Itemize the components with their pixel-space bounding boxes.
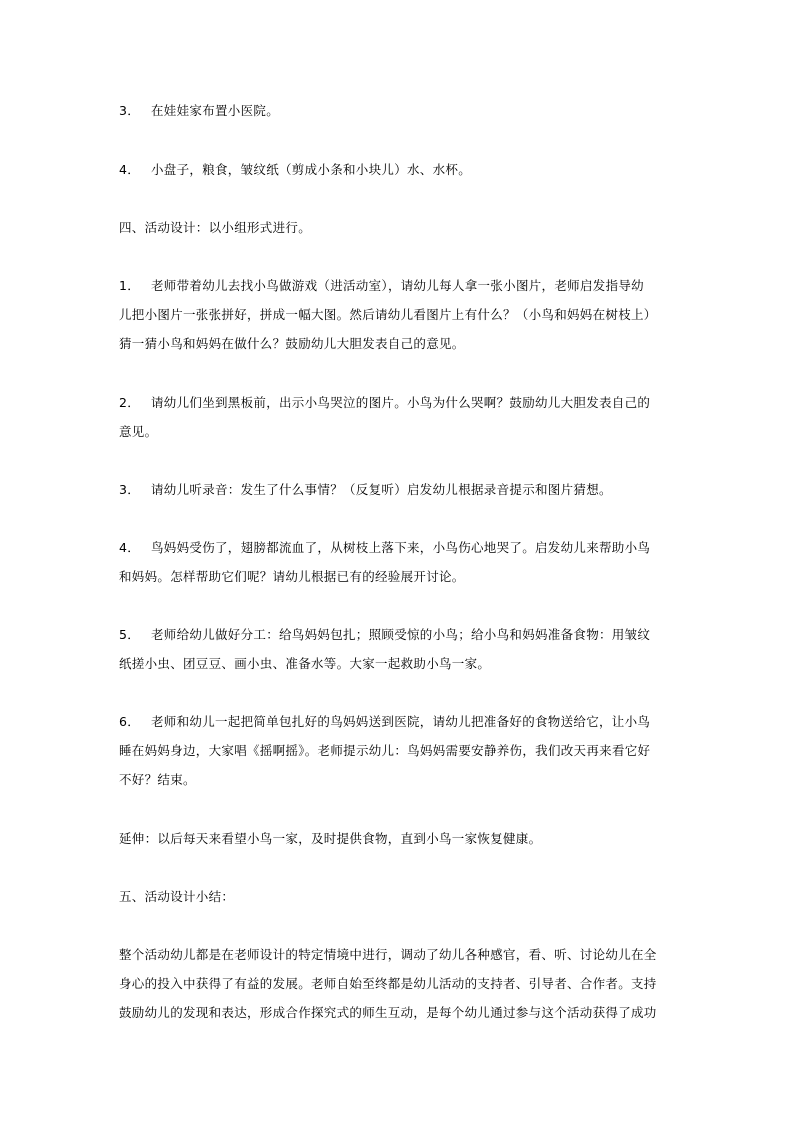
paragraph-text: 延伸：以后每天来看望小鸟一家，及时提供食物，直到小鸟一家恢复健康。 (119, 831, 542, 846)
line-text: 请幼儿们坐到黑板前，出示小鸟哭泣的图片。小鸟为什么哭啊？鼓励幼儿大胆发表自己的 (151, 395, 651, 410)
paragraph-line: 鼓励幼儿的发现和表达，形成合作探究式的师生互动，是每个幼儿通过参与这个活动获得了成功 (119, 1005, 657, 1020)
step-1-paragraph (119, 271, 681, 358)
item-text: 小盘子，粮食，皱纹纸（剪成小条和小块儿）水、水杯。 (151, 162, 472, 177)
paragraph-line: 儿把小图片一张张拼好，拼成一幅大图。然后请幼儿看图片上有什么？（小鸟和妈妈在树枝上） (119, 307, 657, 322)
paragraph-line: 整个活动幼儿都是在老师设计的特定情境中进行，调动了幼儿各种感官，看、听、讨论幼儿在全 (119, 947, 657, 962)
item-number: 6． (119, 714, 141, 729)
item-text: 请幼儿听录音：发生了什么事情？（反复听）启发幼儿根据录音提示和图片猜想。 (151, 482, 612, 497)
heading-text: 五、活动设计小结： (119, 889, 235, 904)
item-number: 5． (119, 627, 141, 642)
item-number: 4． (119, 162, 141, 177)
paragraph-line (119, 271, 681, 300)
step-2-paragraph (119, 388, 681, 446)
line-text: 鸟妈妈受伤了，翅膀都流血了，从树枝上落下来，小鸟伤心地哭了。启发幼儿来帮助小鸟 (151, 540, 651, 555)
step-6-paragraph (119, 707, 681, 794)
paragraph-line (119, 707, 681, 736)
paragraph-line: 睡在妈妈身边，大家唱《摇啊摇》。老师提示幼儿：鸟妈妈需要安静养伤，我们改天再来看它好 (119, 743, 651, 758)
heading-text: 四、活动设计：以小组形式进行。 (119, 220, 312, 235)
line-text: 老师带着幼儿去找小鸟做游戏（进活动室），请幼儿每人拿一张小图片，老师启发指导幼 (151, 278, 644, 293)
paragraph-line (119, 620, 681, 649)
extension-paragraph (119, 824, 681, 853)
step-5-paragraph (119, 620, 681, 678)
paragraph-line (119, 533, 681, 562)
paragraph-line: 身心的投入中获得了有益的发展。老师自始至终都是幼儿活动的支持者、引导者、合作者。支持 (119, 976, 657, 991)
section-heading-summary (119, 882, 681, 911)
section-heading-activity-design (119, 213, 681, 242)
paragraph-line (119, 388, 681, 417)
item-text: 在娃娃家布置小医院。 (151, 103, 280, 118)
item-number: 2． (119, 395, 141, 410)
item-number: 1． (119, 278, 141, 293)
paragraph-line: 猜一猜小鸟和妈妈在做什么？鼓励幼儿大胆发表自己的意见。 (119, 336, 465, 351)
line-text: 老师和幼儿一起把简单包扎好的鸟妈妈送到医院，请幼儿把准备好的食物送给它，让小鸟 (151, 714, 651, 729)
step-4-paragraph (119, 533, 681, 591)
item-number: 3． (119, 103, 141, 118)
item-number: 3． (119, 482, 141, 497)
paragraph-line: 意见。 (119, 424, 158, 439)
item-3-materials (119, 96, 681, 125)
paragraph-line: 纸搓小虫、团豆豆、画小虫、准备水等。大家一起救助小鸟一家。 (119, 656, 491, 671)
summary-paragraph (119, 940, 681, 1027)
item-number: 4． (119, 540, 141, 555)
paragraph-line: 不好？结束。 (119, 772, 196, 787)
line-text: 老师给幼儿做好分工：给鸟妈妈包扎；照顾受惊的小鸟；给小鸟和妈妈准备食物：用皱纹 (151, 627, 651, 642)
paragraph-line: 和妈妈。怎样帮助它们呢？请幼儿根据已有的经验展开讨论。 (119, 569, 465, 584)
step-3-paragraph (119, 475, 681, 504)
item-4-materials (119, 155, 681, 184)
